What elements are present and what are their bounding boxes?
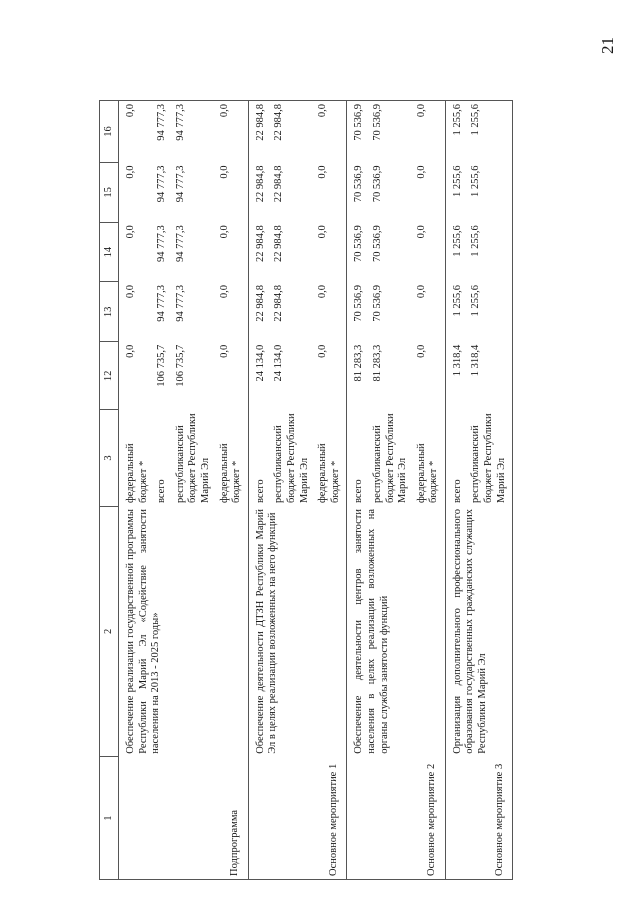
value-cell: 0,0 bbox=[315, 162, 347, 222]
table-body bbox=[119, 101, 513, 880]
value-cell: 94 777,3 bbox=[154, 101, 173, 163]
value-cell: 22 984,8 bbox=[273, 284, 285, 322]
value-cell: 94 777,3 bbox=[156, 225, 168, 262]
value-cell: 0,0 bbox=[125, 225, 136, 239]
table-row bbox=[119, 101, 155, 880]
value-cell: 1 255,6 bbox=[468, 162, 512, 222]
funding-source-cell: республиканский бюджет Республики Марий Эл bbox=[273, 413, 310, 504]
value-cell: 81 283,3 bbox=[353, 344, 365, 382]
value-cell: 70 536,9 bbox=[347, 101, 370, 163]
value-cell: 0,0 bbox=[217, 282, 249, 342]
value-cell: 1 255,6 bbox=[468, 282, 512, 342]
value-cell: 70 536,9 bbox=[370, 101, 414, 163]
value-cell: 94 777,3 bbox=[174, 284, 186, 322]
funding-source-cell: республиканский бюджет Республики Марий Эл bbox=[371, 413, 409, 504]
value-cell: 94 777,3 bbox=[156, 165, 168, 203]
funding-source-cell: республиканский бюджет Республики Марий Эл bbox=[468, 410, 512, 506]
header-cell-col-1: 1 bbox=[100, 757, 119, 880]
funding-source-cell: федеральный бюджет * bbox=[217, 410, 249, 506]
value-cell: 0,0 bbox=[315, 282, 347, 342]
value-cell: 70 536,9 bbox=[371, 225, 383, 262]
funding-source-cell: федеральный бюджет * bbox=[315, 410, 347, 506]
value-cell: 1 318,4 bbox=[451, 344, 463, 377]
value-cell: 0,0 bbox=[315, 222, 347, 282]
value-cell: 24 134,0 bbox=[273, 344, 285, 382]
table-row bbox=[347, 101, 370, 880]
value-cell: 0,0 bbox=[125, 344, 136, 358]
funding-source-cell: всего bbox=[353, 479, 365, 504]
value-cell: 70 536,9 bbox=[371, 284, 383, 322]
value-cell: 0,0 bbox=[414, 101, 446, 163]
row-label-cell: Основное мероприятие 3 bbox=[445, 757, 512, 880]
value-cell: 1 255,6 bbox=[445, 101, 468, 163]
value-cell: 0,0 bbox=[217, 222, 249, 282]
table-row bbox=[445, 101, 468, 880]
value-cell: 70 536,9 bbox=[371, 165, 383, 203]
funding-source-cell: федеральный бюджет * bbox=[125, 443, 149, 504]
value-cell: 0,0 bbox=[414, 282, 446, 342]
value-cell: 22 984,8 bbox=[254, 165, 266, 203]
value-cell: 94 777,3 bbox=[173, 101, 217, 163]
value-cell: 1 255,6 bbox=[451, 225, 463, 257]
value-cell: 1 255,6 bbox=[451, 284, 463, 317]
value-cell: 0,0 bbox=[119, 101, 155, 163]
value-cell: 106 735,7 bbox=[156, 344, 168, 387]
value-cell: 22 984,8 bbox=[254, 284, 266, 322]
value-cell: 0,0 bbox=[217, 342, 249, 410]
budget-table-grid bbox=[99, 100, 513, 880]
row-label-cell: Подпрограмма bbox=[119, 757, 249, 880]
header-cell-col-15: 15 bbox=[100, 162, 119, 222]
value-cell: 70 536,9 bbox=[353, 165, 365, 203]
funding-source-cell: федеральный бюджет * bbox=[414, 410, 446, 506]
value-cell: 0,0 bbox=[217, 101, 249, 163]
value-cell: 0,0 bbox=[315, 342, 347, 410]
header-cell-col-3: 3 bbox=[100, 410, 119, 506]
row-label-cell: Основное мероприятие 1 bbox=[248, 757, 347, 880]
header-cell-col-12: 12 bbox=[100, 342, 119, 410]
value-cell: 0,0 bbox=[217, 162, 249, 222]
value-cell: 0,0 bbox=[125, 165, 136, 179]
value-cell: 70 536,9 bbox=[353, 284, 365, 322]
page-number: 21 bbox=[598, 37, 617, 54]
description-cell: Обеспечение деятельности центров занятости населения в целях реализации возложенных на органы службы занятости функций bbox=[347, 506, 446, 757]
value-cell: 1 255,6 bbox=[451, 165, 463, 197]
value-cell: 22 984,8 bbox=[273, 165, 285, 203]
value-cell: 0,0 bbox=[315, 101, 347, 163]
value-cell: 1 318,4 bbox=[468, 342, 512, 410]
funding-source-cell: всего bbox=[451, 479, 463, 504]
funding-source-cell: всего bbox=[254, 479, 266, 504]
value-cell: 0,0 bbox=[414, 222, 446, 282]
header-cell-col-2: 2 bbox=[100, 506, 119, 757]
value-cell: 94 777,3 bbox=[174, 225, 186, 262]
row-label-cell: Основное мероприятие 2 bbox=[347, 757, 446, 880]
description-cell: Обеспечение деятельности ДТЗН Республики Марий Эл в целях реализации возложенных на него функций bbox=[248, 506, 347, 757]
value-cell: 106 735,7 bbox=[174, 344, 186, 387]
description-cell: Организация дополнительного профессионального образования государственных гражданских служащих Республики Марий Эл bbox=[445, 506, 512, 757]
funding-source-cell: всего bbox=[156, 479, 168, 504]
value-cell: 22 984,8 bbox=[254, 225, 266, 262]
budget-table bbox=[99, 100, 599, 880]
value-cell: 22 984,8 bbox=[271, 101, 315, 163]
value-cell: 94 777,3 bbox=[156, 284, 168, 322]
value-cell: 94 777,3 bbox=[174, 165, 186, 203]
value-cell: 81 283,3 bbox=[371, 344, 383, 382]
header-cell-col-14: 14 bbox=[100, 222, 119, 282]
table-row bbox=[248, 101, 271, 880]
value-cell: 0,0 bbox=[414, 342, 446, 410]
value-cell: 0,0 bbox=[414, 162, 446, 222]
description-cell: Обеспечение реализации государственной программы Республики Марий Эл «Содействие занятости населения на 2013 - 2025 годы» bbox=[119, 506, 249, 757]
value-cell: 22 984,8 bbox=[248, 101, 271, 163]
value-cell: 1 255,6 bbox=[468, 101, 512, 163]
value-cell: 70 536,9 bbox=[353, 225, 365, 262]
header-row bbox=[100, 101, 119, 880]
value-cell: 0,0 bbox=[125, 284, 136, 299]
funding-source-cell: республиканский бюджет Республики Марий Эл bbox=[174, 413, 211, 504]
value-cell: 1 255,6 bbox=[468, 222, 512, 282]
value-cell: 24 134,0 bbox=[254, 344, 266, 382]
value-cell: 22 984,8 bbox=[273, 225, 285, 262]
header-cell-col-16: 16 bbox=[100, 101, 119, 163]
header-cell-col-13: 13 bbox=[100, 282, 119, 342]
